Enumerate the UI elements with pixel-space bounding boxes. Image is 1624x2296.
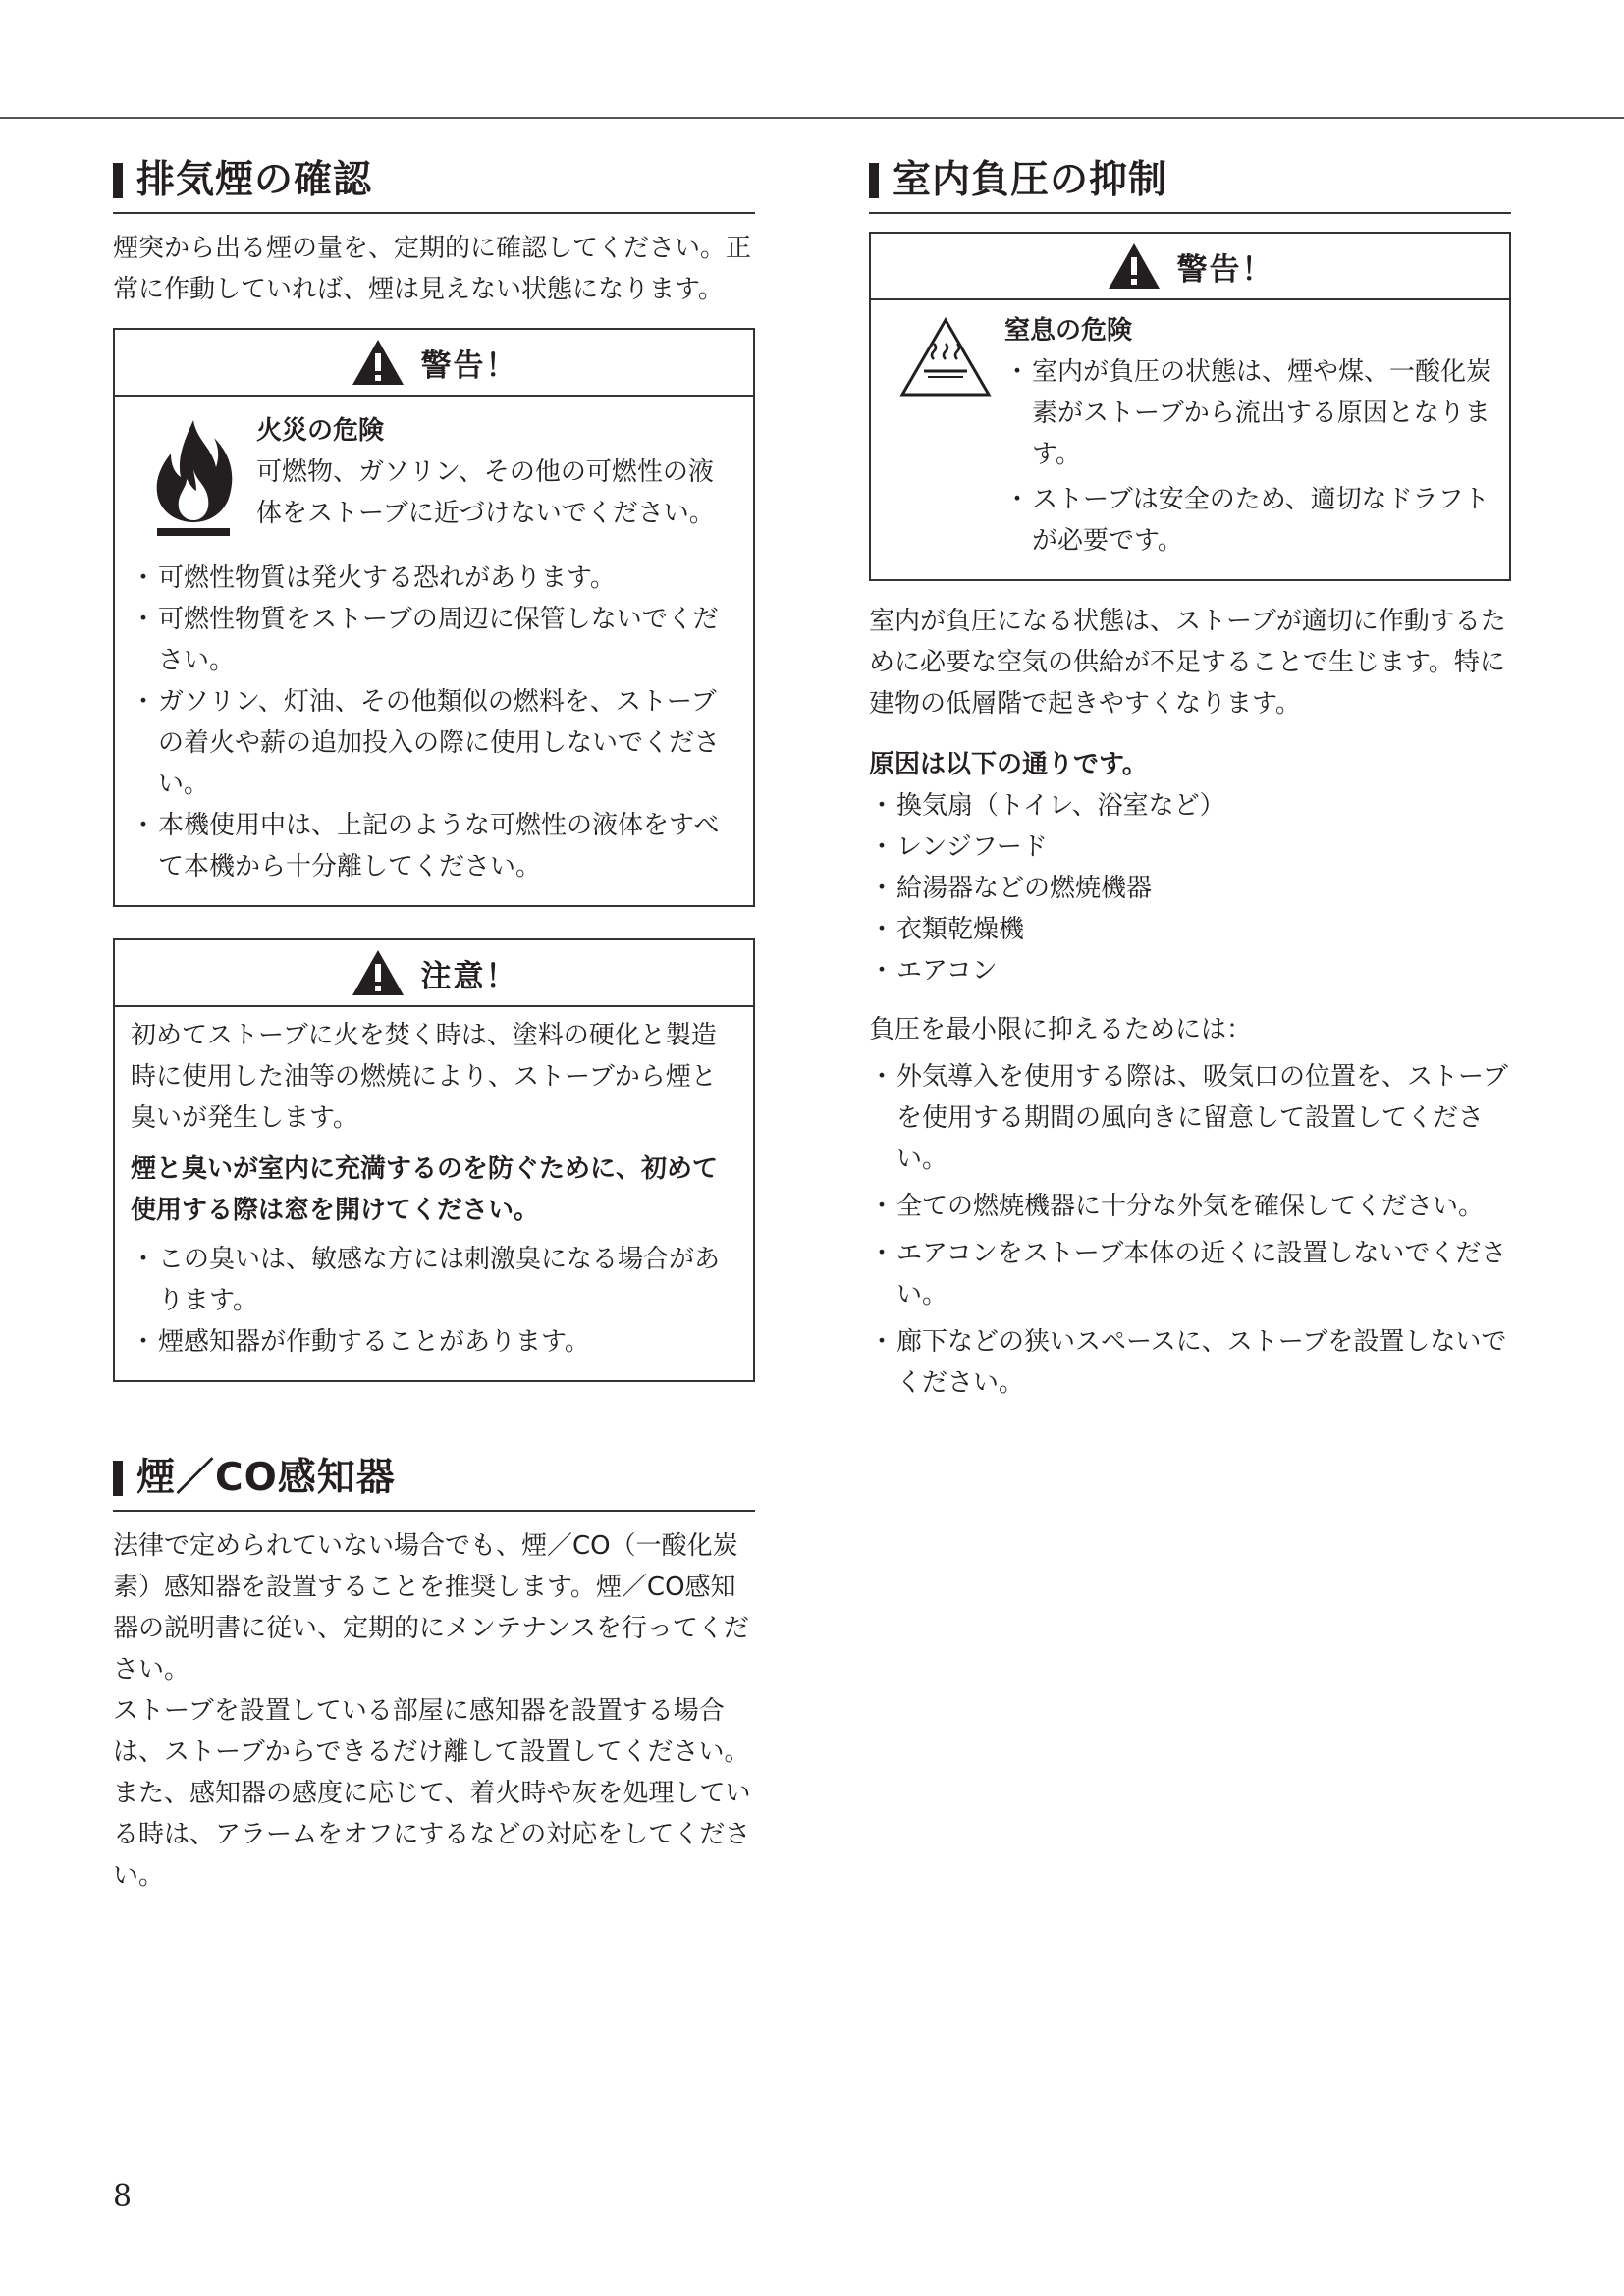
list-item: ・ エアコン — [869, 950, 1511, 991]
fumes-icon-cell — [887, 310, 1004, 561]
list-item: ・ 換気扇（トイレ、浴室など） — [869, 785, 1511, 827]
warning-label: 警告！ — [420, 347, 518, 384]
warning-box-body — [115, 397, 753, 905]
right-column — [869, 157, 1511, 1404]
list-item: ・ 可燃性物質をストーブの周辺に保管しないでください。 — [131, 599, 737, 681]
list-item: ・ ガソリン、灯油、その他類似の燃料を、ストーブの着火や薪の追加投入の際に使用しないでください。 — [131, 681, 737, 805]
minimize-title: 負圧を最小限に抑えるためには： — [869, 1015, 1253, 1044]
fire-hazard-row — [131, 410, 737, 544]
heading-bar — [113, 163, 123, 198]
flammable-fire-icon — [151, 416, 236, 544]
caution-box-header — [115, 940, 753, 1007]
heading-bar — [113, 1461, 123, 1496]
list-item: ・ 室内が負圧の状態は、煙や煤、一酸化炭素がストーブから流出する原因となります。 — [1004, 351, 1493, 475]
suffocation-warning-box — [869, 232, 1511, 581]
fire-icon-cell — [131, 410, 256, 544]
warning-box-header — [115, 330, 753, 397]
minimize-list — [869, 1056, 1511, 1404]
list-item: ・ 廊下などの狭いスペースに、ストーブを設置しないでください。 — [869, 1321, 1511, 1404]
list-item: ・ 本機使用中は、上記のような可燃性の液体をすべて本機から十分離してください。 — [131, 805, 737, 887]
caution-list — [131, 1239, 737, 1362]
list-item: ・ ストーブは安全のため、適切なドラフトが必要です。 — [1004, 479, 1493, 561]
fire-hazard-subtitle: 火災の危険 — [256, 416, 385, 446]
fire-warning-list — [131, 558, 737, 887]
fire-hazard-description: 可燃物、ガソリン、その他の可燃性の液体をストーブに近づけないでください。 — [256, 457, 715, 528]
negative-pressure-section-heading — [869, 157, 1511, 214]
exhaust-section-heading — [113, 157, 755, 214]
warning-triangle-icon — [351, 948, 406, 997]
warning-triangle-icon — [351, 338, 406, 387]
warning-box-body — [871, 300, 1509, 579]
list-item: ・ レンジフード — [869, 827, 1511, 868]
warning-triangle-icon — [1107, 241, 1162, 291]
suffocation-hazard-row — [887, 310, 1493, 561]
list-item: ・ 給湯器などの燃焼機器 — [869, 868, 1511, 909]
detector-paragraph-1: 法律で定められていない場合でも、煙／CO（一酸化炭素）感知器を設置することを推奨します。煙／CO感知器の説明書に従い、定期的にメンテナンスを行ってください。 — [113, 1531, 749, 1684]
warning-label: 警告！ — [1176, 251, 1274, 288]
left-column — [113, 157, 755, 1896]
negative-pressure-section-title: 室内負圧の抑制 — [893, 158, 1168, 202]
caution-box — [113, 938, 755, 1382]
warning-box-header — [871, 234, 1509, 300]
caution-text: 初めてストーブに火を焚く時は、塗料の硬化と製造時に使用した油等の燃焼により、ストーブから煙と臭いが発生します。 — [131, 1021, 717, 1133]
suffocation-hazard-subtitle: 窒息の危険 — [1004, 316, 1133, 346]
list-item: ・ 全ての燃焼機器に十分な外気を確保してください。 — [869, 1186, 1511, 1227]
detector-section-title: 煙／CO感知器 — [136, 1456, 396, 1500]
page-number: 8 — [113, 2179, 133, 2214]
caution-bold-text: 煙と臭いが室内に充満するのを防ぐために、初めて使用する際は窓を開けてください。 — [131, 1154, 719, 1225]
causes-title: 原因は以下の通りです。 — [869, 750, 1148, 779]
detector-section-heading — [113, 1455, 755, 1512]
list-item: ・ 煙感知器が作動することがあります。 — [131, 1321, 737, 1362]
suffocation-hazard-text — [1004, 310, 1493, 561]
caution-box-body — [115, 1007, 753, 1380]
negative-pressure-intro: 室内が負圧になる状態は、ストーブが適切に作動するために必要な空気の供給が不足することで生じます。特に建物の低層階で起きやすくなります。 — [869, 607, 1506, 719]
list-item: ・ 可燃性物質は発火する恐れがあります。 — [131, 558, 737, 599]
detector-paragraph-2: ストーブを設置している部屋に感知器を設置する場合は、ストーブからできるだけ離して設置してください。また、感知器の感度に応じて、着火時や灰を処理している時は、アラームをオフにするなどの対応をしてください。 — [113, 1696, 751, 1891]
list-item: ・ 外気導入を使用する際は、吸気口の位置を、ストーブを使用する期間の風向きに留意して設置してください。 — [869, 1056, 1511, 1180]
heading-bar — [869, 163, 879, 198]
list-item: ・ エアコンをストーブ本体の近くに設置しないでください。 — [869, 1233, 1511, 1315]
causes-list — [869, 785, 1511, 991]
exhaust-section-title: 排気煙の確認 — [136, 158, 373, 202]
caution-label: 注意！ — [420, 958, 518, 994]
exhaust-intro: 煙突から出る煙の量を、定期的に確認してください。正常に作動していれば、煙は見えない状態になります。 — [113, 234, 752, 304]
header-rule — [0, 117, 1624, 119]
list-item: ・ 衣類乾燥機 — [869, 909, 1511, 950]
fire-warning-box — [113, 328, 755, 907]
hot-fumes-icon — [898, 316, 993, 399]
fire-hazard-text — [256, 410, 737, 544]
list-item: ・ この臭いは、敏感な方には刺激臭になる場合があります。 — [131, 1239, 737, 1321]
